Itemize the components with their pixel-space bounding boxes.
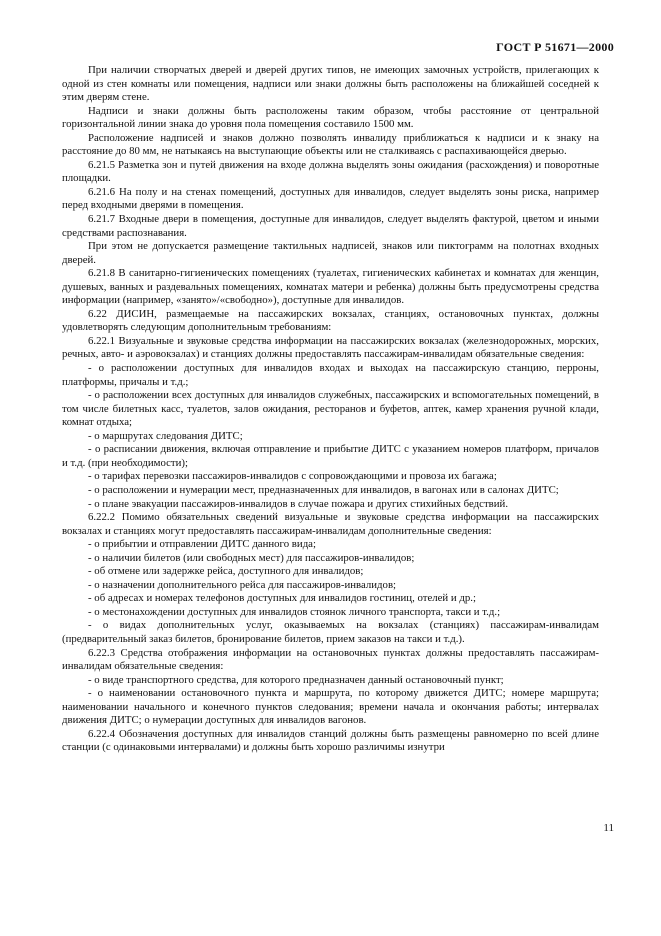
list-item: - о наименовании остановочного пункта и маршрута, по которому движется ДИТС; номере маршрута; наименовании начального и конечного пунктов следования; времени начала и окончания работы; интервалах движения ДИТС; о нумерации доступных для инвалидов вагонов. [62, 687, 599, 727]
paragraph: 6.21.5 Разметка зон и путей движения на входе должна выделять зоны ожидания (расхождения) и поворотные площадки. [62, 158, 599, 185]
list-item: - о местонахождении доступных для инвалидов стоянок личного транспорта, такси и т.д.; [88, 605, 501, 618]
list-item: - о расположении всех доступных для инвалидов служебных, пассажирских и вспомогательных помещений, в том числе билетных касс, туалетов, залов ожидания, ресторанов и буфетов, аптек, камер хранения ручной клади, комнат отдыха; [62, 389, 599, 429]
paragraph: При этом не допускается размещение тактильных надписей, знаков или пиктограмм на полотнах входных дверей. [62, 240, 599, 266]
page-number: 11 [603, 822, 614, 834]
paragraph: 6.22 ДИСИН, размещаемые на пассажирских вокзалах, станциях, остановочных пунктах, должны удовлетворять следующим дополнительным требованиям: [62, 307, 599, 334]
list-item: - о видах дополнительных услуг, оказываемых на вокзалах (станциях) пассажирам-инвалидам (предварительный заказ билетов, бронирование билетов, прием заказов на такси и т.д.). [62, 619, 599, 645]
paragraph: 6.22.2 Помимо обязательных сведений визуальные и звуковые средства информации на пассажирских вокзалах и станциях могут предоставлять пассажирам-инвалидам дополнительные сведения: [62, 511, 599, 537]
list-item: - о расписании движения, включая отправление и прибытие ДИТС с указанием номеров платформ, причалов и т.д. (при необходимости); [62, 443, 599, 469]
paragraph: 6.21.6 На полу и на стенах помещений, доступных для инвалидов, следует выделять зоны риска, например перед входными дверями в помещения. [62, 185, 599, 212]
list-item: - о назначении дополнительного рейса для пассажиров-инвалидов; [88, 578, 397, 591]
paragraph: 6.22.4 Обозначения доступных для инвалидов станций должны быть размещены равномерно по всей длине станции (с одинаковыми интервалами) и должны быть хорошо различимы изнутри [62, 727, 599, 754]
list-item: - о маршрутах следования ДИТС; [88, 429, 243, 442]
list-item: - о плане эвакуации пассажиров-инвалидов в случае пожара и других стихийных бедствий. [88, 497, 509, 510]
paragraph: 6.22.1 Визуальные и звуковые средства информации на пассажирских вокзалах (железнодорожных, морских, речных, авто- и аэровокзалах) и станциях должны предоставлять пассажирам-инвалидам обязательные сведения: [62, 334, 599, 361]
paragraph: Расположение надписей и знаков должно позволять инвалиду приближаться к надписи и к знаку на расстояние до 80 мм, не натыкаясь на выступающие объекты или не сталкиваясь с распахивающейся дверью. [62, 131, 599, 158]
paragraph: 6.21.7 Входные двери в помещения, доступные для инвалидов, следует выделять фактурой, цветом и иными средствами распознавания. [62, 213, 599, 239]
paragraph: 6.21.8 В санитарно-гигиенических помещениях (туалетах, гигиенических кабинетах и комнатах для женщин, душевых, ванных и раздевальных помещениях, комнатах матери и ребенка) должны быть предусмотрены средства информации (например, «занято»/«свободно»), доступные для инвалидов. [62, 267, 599, 307]
list-item: - о расположении доступных для инвалидов входах и выходах на пассажирскую станцию, перроны, платформы, причалы и т.д.; [62, 362, 599, 388]
list-item: - о тарифах перевозки пассажиров-инвалидов с сопровождающими и провоза их багажа; [88, 470, 497, 483]
list-item: - о наличии билетов (или свободных мест) для пассажиров-инвалидов; [88, 551, 415, 564]
paragraph: 6.22.3 Средства отображения информации на остановочных пунктах должны предоставлять пассажирам-инвалидам обязательные сведения: [62, 646, 599, 673]
paragraph: При наличии створчатых дверей и дверей других типов, не имеющих замочных устройств, прилегающих к одной из стен комнаты или помещения, надписи или знаки должны быть расположены на ближайшей соседней к этим дверям стене. [62, 64, 599, 104]
list-item: - о расположении и нумерации мест, предназначенных для инвалидов, в вагонах или в салонах ДИТС; [88, 483, 559, 496]
list-item: - о виде транспортного средства, для которого предназначен данный остановочный пункт; [88, 673, 504, 686]
paragraph: Надписи и знаки должны быть расположены таким образом, чтобы расстояние от центральной горизонтальной линии знака до уровня пола помещения составило 1500 мм. [62, 104, 599, 131]
list-item: - о прибытии и отправлении ДИТС данного вида; [88, 538, 316, 551]
list-item: - об адресах и номерах телефонов доступных для инвалидов гостиниц, отелей и др.; [88, 592, 476, 605]
list-item: - об отмене или задержке рейса, доступного для инвалидов; [88, 565, 364, 578]
document-header: ГОСТ Р 51671—2000 [496, 40, 614, 54]
document-body [62, 64, 599, 755]
